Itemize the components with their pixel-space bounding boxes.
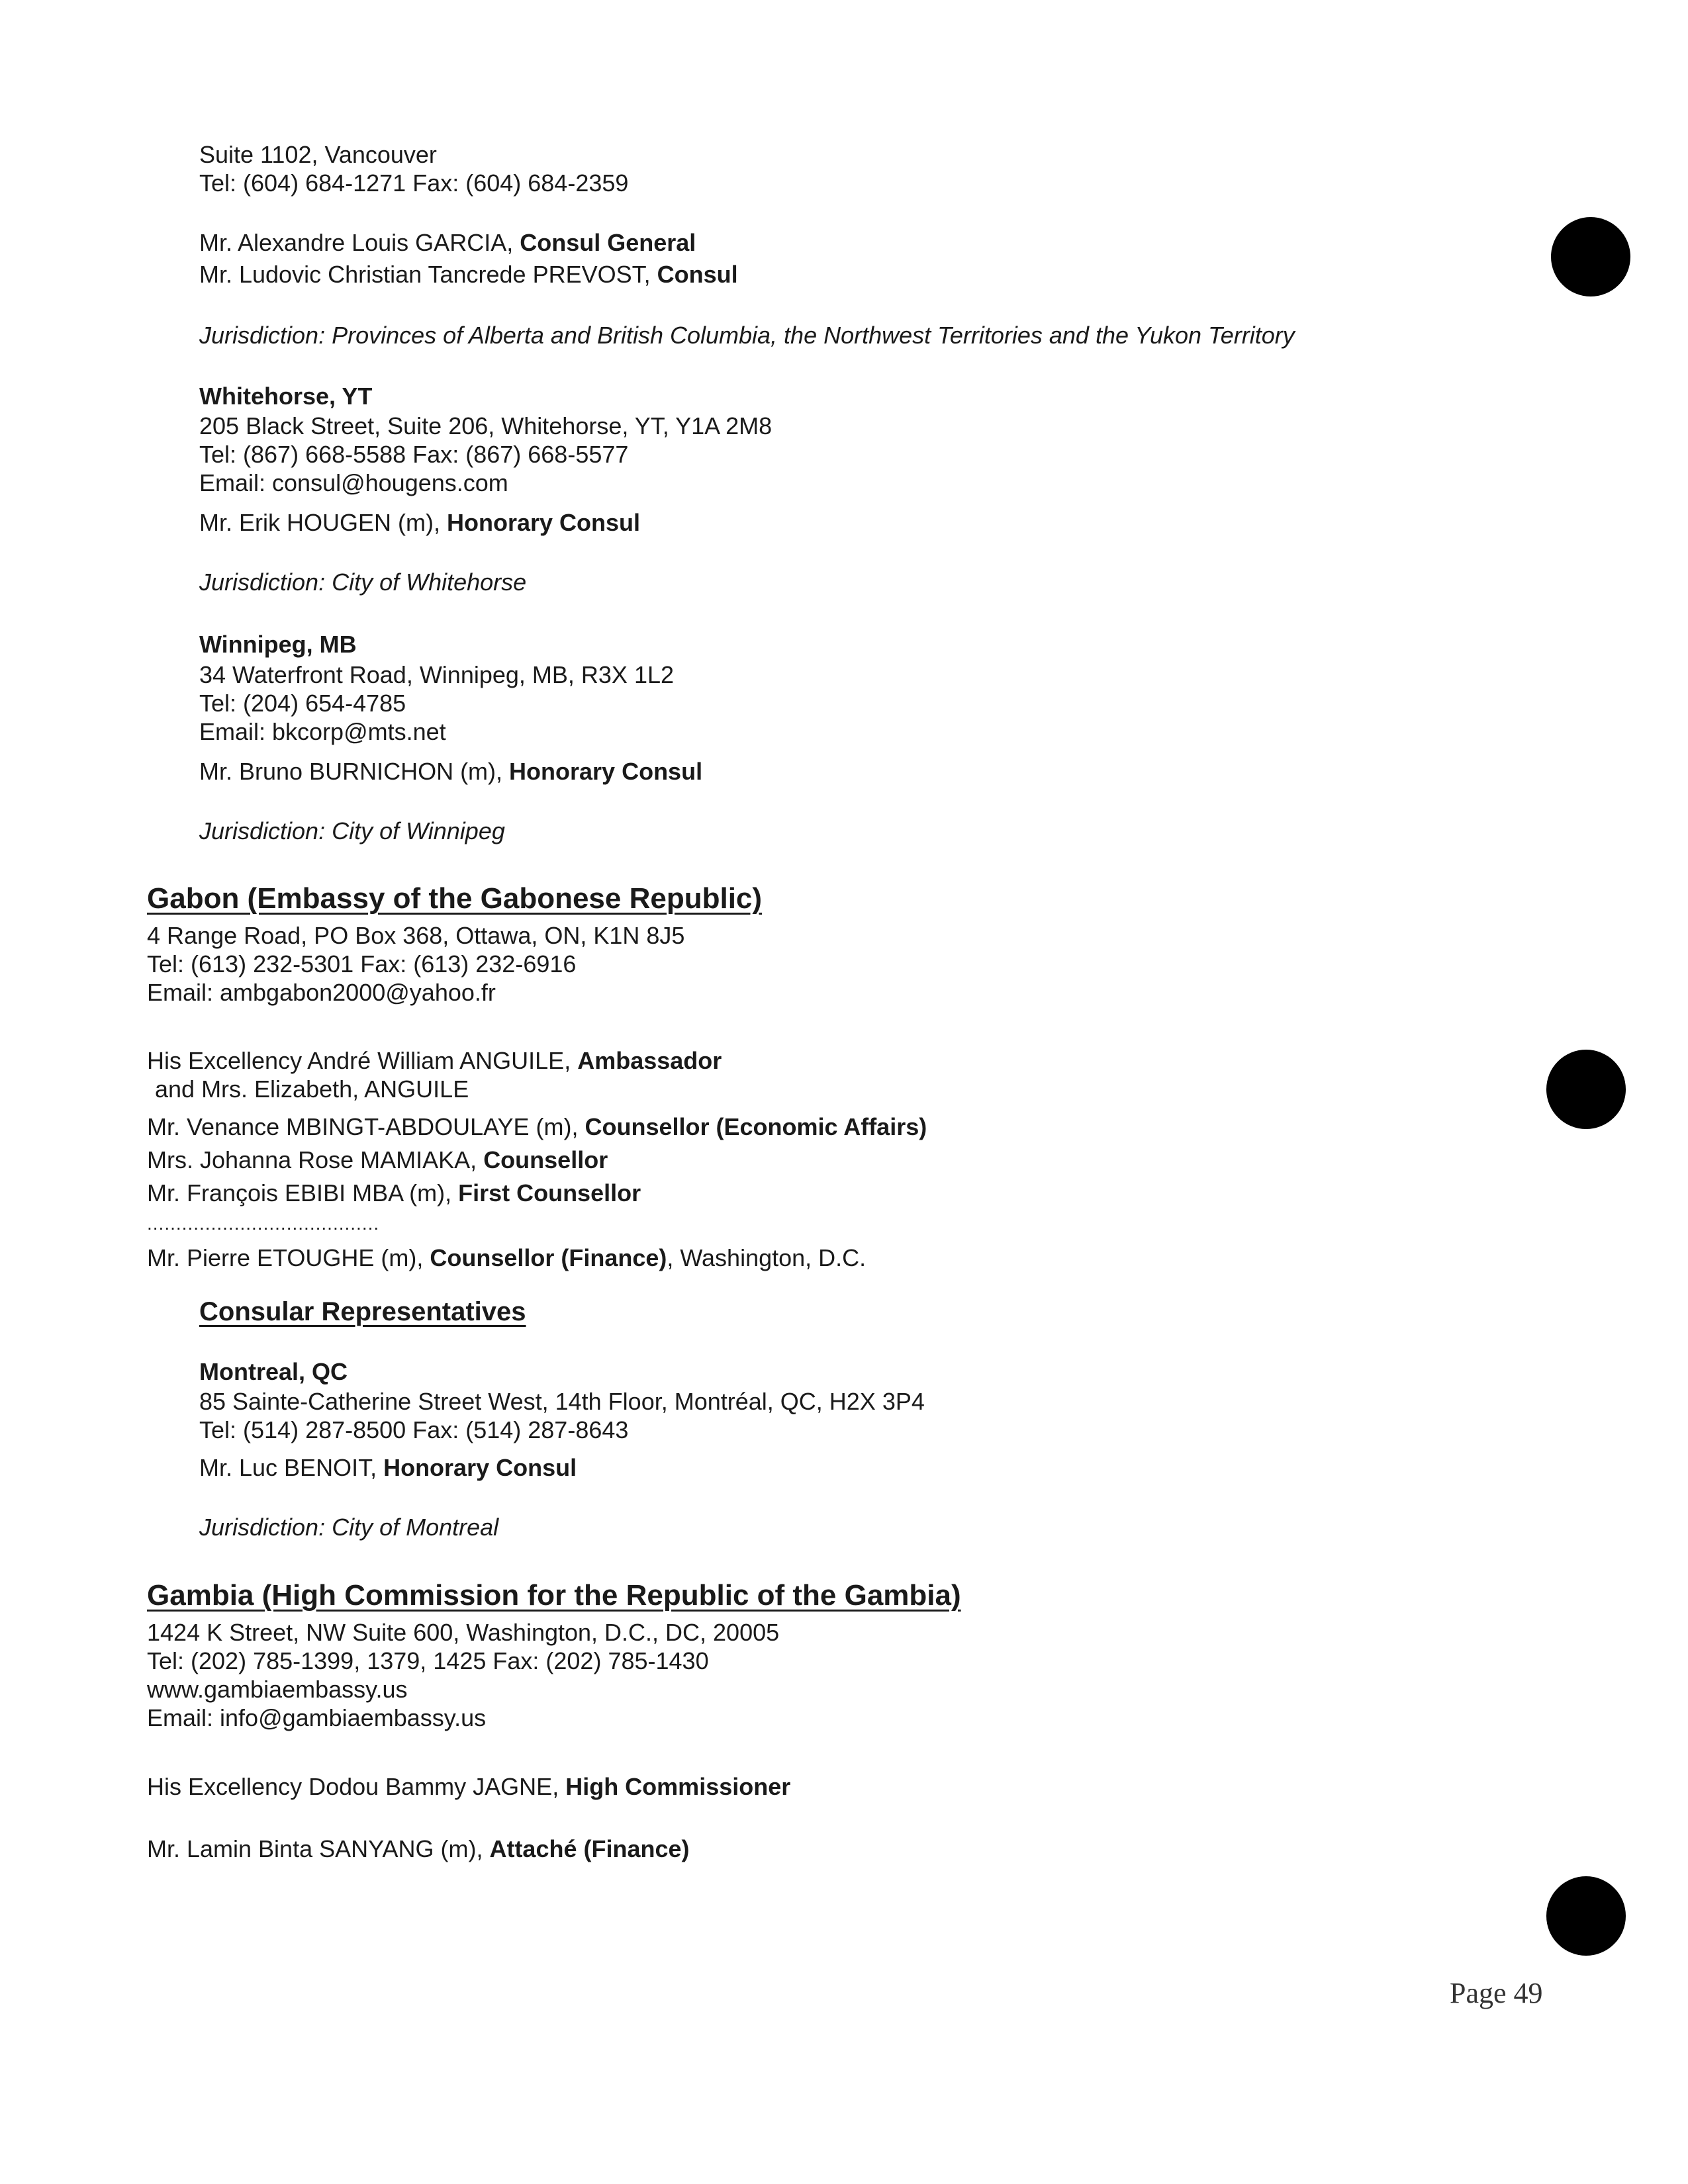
punch-hole [1546, 1876, 1626, 1956]
phone-fax-line: Tel: (514) 287-8500 Fax: (514) 287-8643 [199, 1416, 629, 1443]
country-heading: Gambia (High Commission for the Republic of the Gambia) [147, 1579, 961, 1612]
email-line: Email: bkcorp@mts.net [199, 718, 446, 745]
jurisdiction-note: Jurisdiction: City of Whitehorse [199, 569, 527, 596]
phone-fax-line: Tel: (867) 668-5588 Fax: (867) 668-5577 [199, 441, 629, 468]
address-line: 4 Range Road, PO Box 368, Ottawa, ON, K1N 8J5 [147, 922, 685, 949]
official-entry: Mr. Lamin Binta SANYANG (m), Attaché (Finance) [147, 1835, 690, 1862]
phone-fax-line: Tel: (613) 232-5301 Fax: (613) 232-6916 [147, 950, 577, 978]
jurisdiction-note: Jurisdiction: City of Montreal [199, 1514, 499, 1541]
official-entry: Mr. François EBIBI MBA (m), First Counsellor [147, 1179, 641, 1206]
page-number: Page 49 [1450, 1977, 1543, 2009]
phone-line: Tel: (204) 654-4785 [199, 690, 406, 717]
address-line: 34 Waterfront Road, Winnipeg, MB, R3X 1L2 [199, 661, 675, 688]
website-line: www.gambiaembassy.us [147, 1676, 408, 1703]
official-entry: Mr. Pierre ETOUGHE (m), Counsellor (Finance), Washington, D.C. [147, 1244, 867, 1271]
punch-hole [1546, 1050, 1626, 1129]
address-line: Suite 1102, Vancouver [199, 141, 437, 168]
office-city: Montreal, QC [199, 1358, 348, 1385]
office-city: Whitehorse, YT [199, 383, 373, 410]
address-line: 205 Black Street, Suite 206, Whitehorse, YT, Y1A 2M8 [199, 412, 773, 439]
punch-hole [1551, 217, 1630, 296]
phone-fax-line: Tel: (202) 785-1399, 1379, 1425 Fax: (202) 785-1430 [147, 1647, 709, 1674]
official-entry: Mr. Erik HOUGEN (m), Honorary Consul [199, 509, 641, 536]
email-line: Email: ambgabon2000@yahoo.fr [147, 979, 496, 1006]
jurisdiction-note: Jurisdiction: Provinces of Alberta and British Columbia, the Northwest Territories and the Yukon Territory [199, 322, 1295, 349]
jurisdiction-note: Jurisdiction: City of Winnipeg [199, 817, 505, 844]
email-line: Email: info@gambiaembassy.us [147, 1704, 487, 1731]
email-line: Email: consul@hougens.com [199, 469, 508, 496]
official-entry: Mr. Bruno BURNICHON (m), Honorary Consul [199, 758, 703, 785]
official-entry: Mr. Alexandre Louis GARCIA, Consul General [199, 229, 696, 256]
official-entry: His Excellency Dodou Bammy JAGNE, High Commissioner [147, 1773, 791, 1800]
spouse-entry: and Mrs. Elizabeth, ANGUILE [155, 1075, 469, 1103]
office-city: Winnipeg, MB [199, 631, 357, 658]
official-entry: Mrs. Johanna Rose MAMIAKA, Counsellor [147, 1146, 608, 1173]
country-heading: Gabon (Embassy of the Gabonese Republic) [147, 882, 763, 915]
address-line: 1424 K Street, NW Suite 600, Washington, D.C., DC, 20005 [147, 1619, 780, 1646]
official-entry: Mr. Venance MBINGT-ABDOULAYE (m), Counsellor (Economic Affairs) [147, 1113, 927, 1140]
address-line: 85 Sainte-Catherine Street West, 14th Floor, Montréal, QC, H2X 3P4 [199, 1388, 925, 1415]
official-entry: Mr. Luc BENOIT, Honorary Consul [199, 1454, 577, 1481]
dotted-separator: ........................................ [147, 1213, 380, 1234]
phone-fax-line: Tel: (604) 684-1271 Fax: (604) 684-2359 [199, 169, 629, 197]
official-entry: His Excellency André William ANGUILE, Ambassador [147, 1047, 722, 1074]
section-subheading: Consular Representatives [199, 1297, 526, 1326]
official-entry: Mr. Ludovic Christian Tancrede PREVOST, Consul [199, 261, 738, 288]
